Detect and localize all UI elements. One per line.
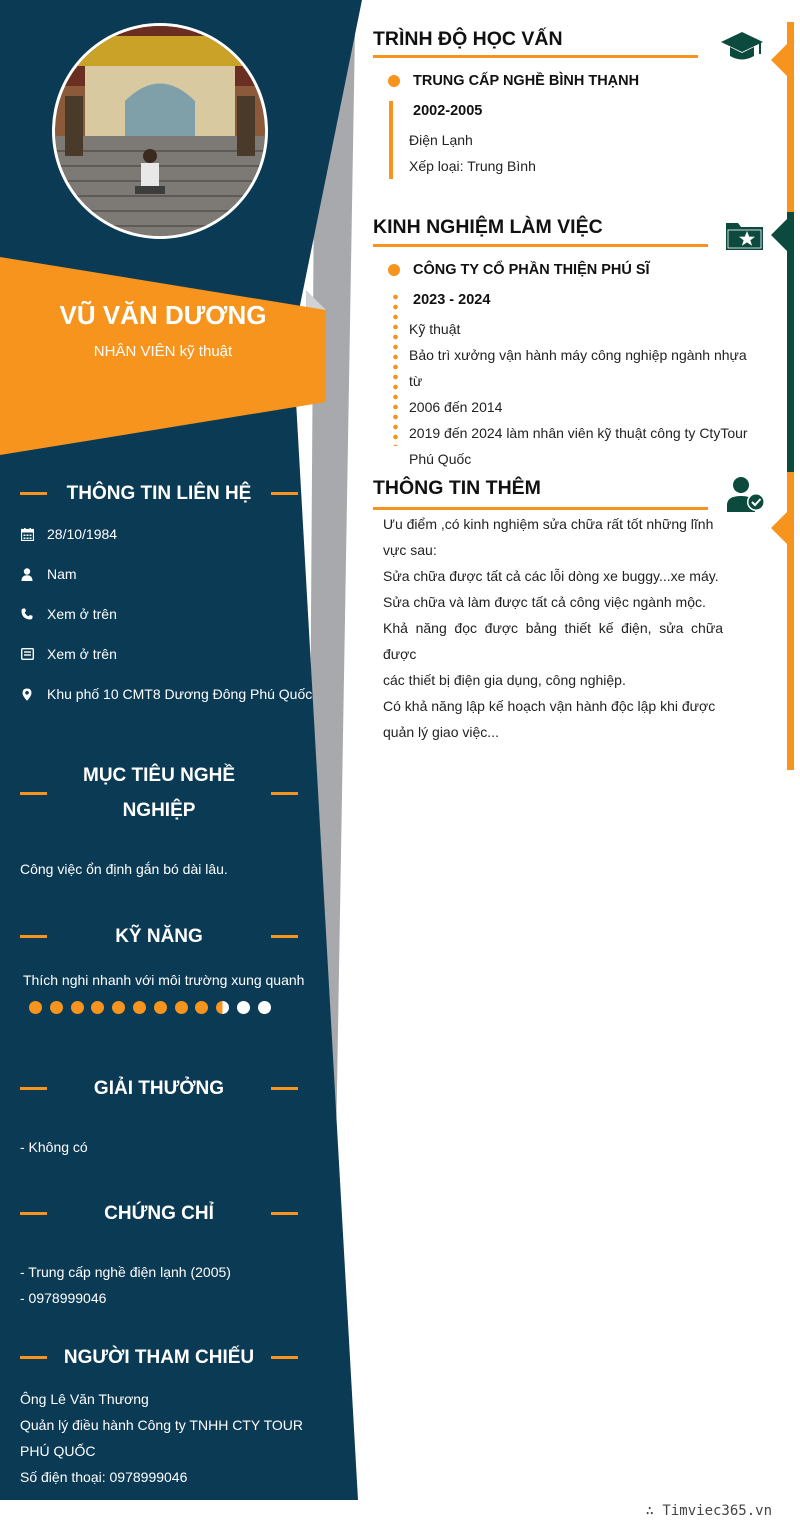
- skill-name: Thích nghi nhanh với môi trường xung quanh: [23, 972, 305, 988]
- contact-section-title: THÔNG TIN LIÊN HỆ: [66, 483, 252, 504]
- extra-line: vực sau:: [383, 542, 437, 558]
- divider: [271, 1356, 298, 1359]
- contact-address: [20, 686, 312, 702]
- extra-description: [383, 511, 723, 745]
- experience-period: 2023 - 2024: [413, 292, 491, 308]
- objective-text: Công việc ổn định gắn bó dài lâu.: [20, 861, 228, 877]
- certificates-section-header: [20, 1196, 298, 1231]
- certificates-list: [20, 1259, 310, 1311]
- calendar-icon: [20, 527, 34, 541]
- skill-dot: [112, 1001, 125, 1014]
- skill-dot: [175, 1001, 188, 1014]
- objective-section-header: [20, 758, 298, 828]
- contact-value: Xem ở trên: [47, 606, 117, 622]
- education-school: TRUNG CẤP NGHỀ BÌNH THẠNH: [413, 73, 640, 89]
- timeline-line: [389, 101, 393, 179]
- references-section-title: NGƯỜI THAM CHIẾU: [63, 1347, 255, 1368]
- divider: [20, 1356, 47, 1359]
- awards-section-title: GIẢI THƯỞNG: [93, 1078, 225, 1099]
- profile-photo: [55, 26, 265, 236]
- divider: [271, 935, 298, 938]
- candidate-name: VŨ VĂN DƯƠNG: [59, 300, 267, 330]
- section-underline: [373, 507, 708, 510]
- divider: [20, 935, 47, 938]
- objective-section-title: MỤC TIÊU NGHỀ NGHIỆP: [83, 765, 235, 821]
- experience-line: 2019 đến 2024 làm nhân viên kỹ thuật công ty CtyTour: [409, 425, 748, 441]
- user-icon: [20, 567, 34, 581]
- timeline-bullet: [388, 264, 400, 276]
- edge-marker: [771, 219, 787, 251]
- skills-section-title: KỸ NĂNG: [115, 926, 203, 947]
- divider: [20, 492, 47, 495]
- experience-company: CÔNG TY CỔ PHẦN THIỆN PHÚ SĨ: [413, 262, 650, 278]
- education-major: Điện Lạnh: [409, 132, 473, 148]
- divider: [271, 1212, 298, 1215]
- graduation-cap-icon: [720, 31, 764, 63]
- reference-line: PHÚ QUỐC: [20, 1443, 96, 1459]
- divider: [20, 1087, 47, 1090]
- contact-birthday: [20, 526, 117, 542]
- extra-line: quản lý giao việc...: [383, 724, 499, 740]
- location-icon: [20, 687, 34, 701]
- awards-section-header: [20, 1071, 298, 1106]
- extra-line: Có khả năng lập kế hoạch vận hành độc lập khi được: [383, 698, 716, 714]
- contact-value: Khu phố 10 CMT8 Dương Đông Phú Quốc: [47, 686, 313, 702]
- extra-line: Khả năng đọc được bảng thiết kế điện, sửa chữa được: [383, 620, 723, 662]
- dots-icon: ∴: [645, 1503, 654, 1519]
- skills-section-header: [20, 919, 298, 954]
- extra-section-title: THÔNG TIN THÊM: [373, 477, 541, 499]
- phone-icon: [20, 607, 34, 621]
- certificate-item: - Trung cấp nghề điện lạnh (2005): [20, 1264, 231, 1280]
- edge-marker: [771, 512, 787, 544]
- edge-marker: [771, 44, 787, 76]
- skill-rating: [29, 1001, 279, 1014]
- contact-email: [20, 646, 117, 662]
- user-check-icon: [726, 475, 766, 513]
- experience-description: [409, 316, 761, 472]
- education-section-title: TRÌNH ĐỘ HỌC VẤN: [373, 28, 563, 50]
- extra-line: các thiết bị điện gia dụng, công nghiệp.: [383, 672, 626, 688]
- skill-dot: [29, 1001, 42, 1014]
- contact-value: Xem ở trên: [47, 646, 117, 662]
- experience-line: 2006 đến 2014: [409, 399, 503, 415]
- profile-header: [0, 300, 326, 360]
- experience-line: Kỹ thuật: [409, 321, 461, 337]
- reference-line: Số điện thoại: 0978999046: [20, 1469, 188, 1485]
- reference-line: Quản lý điều hành Công ty TNHH CTY TOUR: [20, 1417, 303, 1433]
- education-grade: Xếp loại: Trung Bình: [409, 158, 536, 174]
- certificates-section-title: CHỨNG CHỈ: [104, 1203, 214, 1224]
- contact-gender: [20, 566, 77, 582]
- divider: [20, 1212, 47, 1215]
- divider: [20, 792, 47, 795]
- section-underline: [373, 55, 698, 58]
- folder-star-icon: [725, 219, 765, 251]
- extra-line: Sửa chữa được tất cả các lỗi dòng xe buggy...xe máy.: [383, 568, 719, 584]
- contact-section-header: [20, 476, 298, 511]
- timeline-bullet: [388, 75, 400, 87]
- skill-dot: [258, 1001, 271, 1014]
- email-icon: [20, 647, 34, 661]
- skill-dot: [237, 1001, 250, 1014]
- divider: [271, 792, 298, 795]
- skill-dot: [154, 1001, 167, 1014]
- divider: [271, 1087, 298, 1090]
- awards-text: - Không có: [20, 1139, 88, 1155]
- experience-section-title: KINH NGHIỆM LÀM VIỆC: [373, 216, 603, 238]
- footer-brand-text: Timviec365.vn: [662, 1503, 772, 1519]
- certificate-item: - 0978999046: [20, 1290, 107, 1306]
- profile-photo-frame: [52, 23, 268, 239]
- divider: [271, 492, 298, 495]
- contact-value: Nam: [47, 566, 77, 582]
- edge-bar: [787, 22, 794, 212]
- skill-dot: [133, 1001, 146, 1014]
- skill-dot: [195, 1001, 208, 1014]
- experience-line: Phú Quốc: [409, 451, 472, 467]
- footer-brand[interactable]: [646, 1503, 772, 1519]
- extra-line: Ưu điểm ,có kinh nghiệm sửa chữa rất tốt những lĩnh: [383, 516, 714, 532]
- extra-line: Sửa chữa và làm được tất cả công việc ngành mộc.: [383, 594, 706, 610]
- references-section-header: [20, 1340, 298, 1375]
- contact-phone: [20, 606, 117, 622]
- education-period: 2002-2005: [413, 103, 483, 119]
- skill-dot: [216, 1001, 229, 1014]
- skill-dot: [91, 1001, 104, 1014]
- contact-value: 28/10/1984: [47, 526, 118, 542]
- timeline-line: [393, 292, 398, 446]
- references-list: [20, 1386, 310, 1490]
- skill-dot: [50, 1001, 63, 1014]
- experience-line: Bảo trì xưởng vận hành máy công nghiệp ngành nhựa từ: [409, 347, 747, 389]
- reference-line: Ông Lê Văn Thương: [20, 1391, 149, 1407]
- candidate-role: NHÂN VIÊN kỹ thuật: [93, 343, 233, 360]
- edge-bar: [787, 472, 794, 770]
- edge-bar: [787, 212, 794, 472]
- skill-dot: [71, 1001, 84, 1014]
- section-underline: [373, 244, 708, 247]
